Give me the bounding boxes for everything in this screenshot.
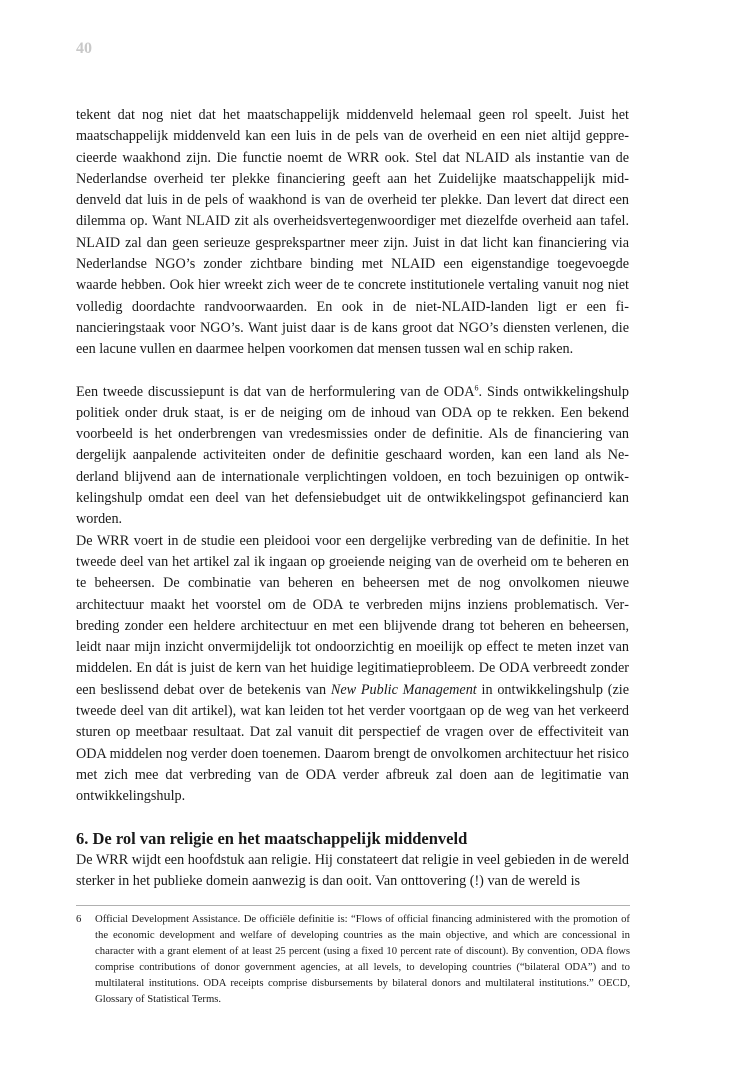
paragraph-3-text-start: De WRR voert in de studie een pleidooi voor een dergelijke verbreding van de definitie. In het tweede deel van het artikel zal ik ingaan op groeiende neiging van de overheid om te beheren en te beheersen. De combinatie van beheren en beheersen met de nog onvolkomen nieuwe architectuur maakt het voorstel om de ODA te verbreden mijns inziens problematisch. Verbreding zonder een heldere architectuur en met een blijvende drang tot beheren en beheersen, leidt naar mijn inzicht onvermijdelijk tot ondoorzichtig en moeilijk op effect te meten inzet van middelen. En dát is juist de kern van het huidige legitimatieprobleem. De ODA verbreedt zonder een beslissend debat over de betekenis van bbox=[76, 532, 629, 698]
paragraph-2-text-end: . Sinds ontwikkelingshulp politiek onder druk staat, is er de neiging om de inhoud van ODA op te rekken. Een bekend voorbeeld is het onderbrengen van vredesmissies onder de definitie. Als de financiering van dergelijk aanpalende activiteiten onder de definitie geschaard worden, kan een land als Nederland blijvend aan de internationale verplichtingen voldoen, en toch bezuinigen op ontwikkelingshulp omdat een deel van het defensiebudget uit de ontwikkelingspot gefinancierd kan worden. bbox=[76, 383, 629, 528]
page-number: 40 bbox=[76, 40, 92, 57]
footnote-divider bbox=[76, 905, 630, 906]
footnote-ref-6[interactable]: 6 bbox=[474, 382, 479, 392]
section-heading: 6. De rol van religie en het maatschappelijk middenveld bbox=[76, 828, 468, 848]
paragraph-2-text-start: Een tweede discussiepunt is dat van de herformulering van de ODA bbox=[76, 383, 475, 400]
section-paragraph: De WRR wijdt een hoofdstuk aan religie. Hij constateert dat religie in veel gebieden in de wereld sterker in het publieke domein aanwezig is dan ooit. Van onttovering (!) van de wereld is bbox=[76, 851, 629, 889]
footnote-number: 6 bbox=[76, 913, 82, 925]
footnote-text: Official Development Assistance. De officiële definitie is: “Flows of official financing administered with the promotion of the economic development and welfare of developing countries as the main objective, and which are concessional in character with a grant element of at least 25 percent (using a fixed 10 percent rate of discount). By convention, ODA flows comprise contributions of donor government agencies, at all levels, to developing countries (“bilateral ODA”) and to multilateral institutions. ODA receipts comprise disbursements by bilateral donors and multilateral institutions.” OECD, Glossary of Statistical Terms. bbox=[95, 913, 630, 1005]
paragraph-3 bbox=[76, 531, 629, 808]
paragraph-3-text-end: in ontwikkelingshulp (zie tweede deel van dit artikel), wat kan leiden tot het verder voortgaan op de weg van het verkeerd sturen op meetbaar resultaat. Dat zal vanuit dit perspectief de vragen over de effectiviteit van ODA middelen nog verder doen toenemen. Daarom brengt de onvolkomen architectuur het risico met zich mee dat verbreding van de ODA verder afbreuk zal doen aan de legitimatie van ontwikkelingshulp. bbox=[76, 681, 629, 805]
emphasis-new-public-management: New Public Management bbox=[330, 681, 477, 698]
paragraph-2 bbox=[76, 382, 629, 531]
paragraph-1: tekent dat nog niet dat het maatschappelijk middenveld helemaal geen rol speelt. Juist het maatschappelijk middenveld kan een luis in de pels van de overheid en een niet altijd gepprecieerde waakhond zijn. Die functie noemt de WRR ook. Stel dat NLAID als instantie van de Nederlandse overheid ter plekke financiering geeft aan het Zuidelijke maatschappelijk middenveld dat luis in de pels of waakhond is van de overheid ter plekke. Dan levert dat direct een dilemma op. Want NLAID zit als overheidsvertegenwoordiger met diezelfde overheid aan tafel. NLAID zal dan geen serieuze gesprekspartner meer zijn. Juist in dat licht kan financiering via Nederlandse NGO’s zonder zichtbare binding met NLAID een eigenstandige toegevoegde waarde hebben. Ook hier wreekt zich weer de te concrete institutionele vertaling vanuit nog niet volledig doordachte randvoorwaarden. En ook in de niet-NLAID-landen ligt er een financieringstaak voor NGO’s. Want juist daar is de kans groot dat NGO’s diensten verlenen, die een lacune vullen en daarmee helpen voorkomen dat mensen tussen wal en schip raken. bbox=[76, 107, 629, 358]
body-text bbox=[76, 105, 629, 892]
footnote bbox=[76, 911, 630, 1007]
